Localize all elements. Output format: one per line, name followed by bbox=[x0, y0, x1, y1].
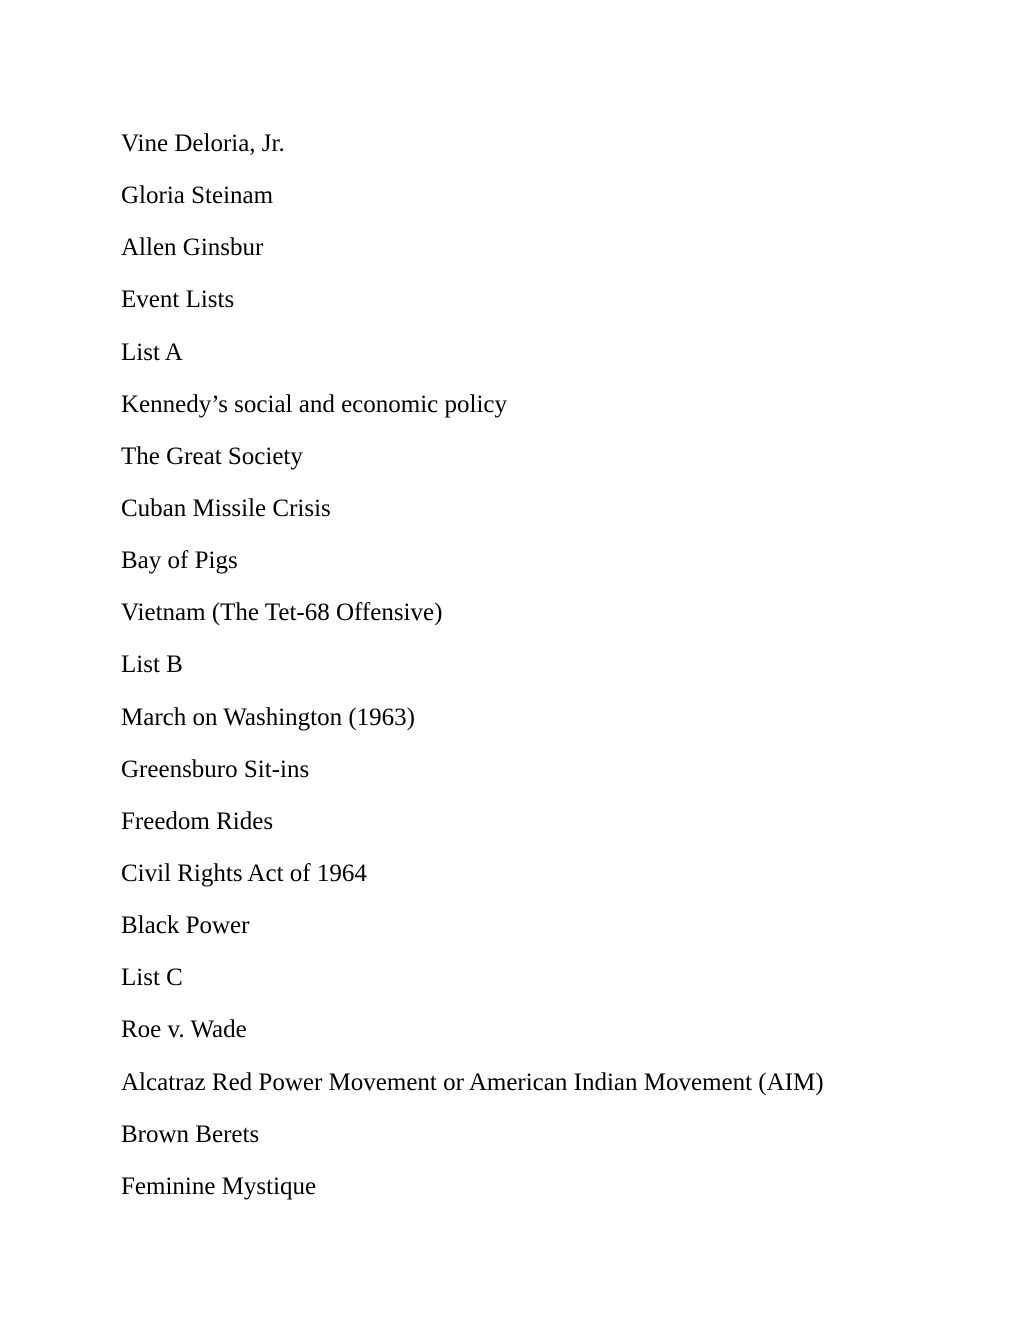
person-allen-ginsbur: Allen Ginsbur bbox=[121, 234, 264, 262]
list-c-item-roe-v-wade: Roe v. Wade bbox=[121, 1016, 247, 1044]
list-c-item-alcatraz-aim: Alcatraz Red Power Movement or American Indian Movement (AIM) bbox=[121, 1068, 824, 1096]
list-b-heading: List B bbox=[121, 651, 183, 679]
person-vine-deloria: Vine Deloria, Jr. bbox=[121, 130, 285, 157]
event-lists-heading: Event Lists bbox=[121, 286, 235, 314]
list-b-item-black-power: Black Power bbox=[121, 912, 250, 940]
list-a-item-bay-of-pigs: Bay of Pigs bbox=[121, 547, 238, 575]
list-c-heading: List C bbox=[121, 964, 183, 992]
text-lines bbox=[121, 118, 824, 1213]
list-a-item-cuban-missile-crisis: Cuban Missile Crisis bbox=[121, 494, 331, 522]
list-b-item-greensburo-sit-ins: Greensburo Sit-ins bbox=[121, 755, 310, 783]
list-a-heading: List A bbox=[121, 338, 183, 366]
list-a-item-kennedy-policy: Kennedy’s social and economic policy bbox=[121, 390, 507, 418]
list-c-item-feminine-mystique: Feminine Mystique bbox=[121, 1172, 317, 1200]
list-b-item-freedom-rides: Freedom Rides bbox=[121, 807, 274, 835]
list-b-item-march-on-washington: March on Washington (1963) bbox=[121, 703, 416, 731]
list-c-item-brown-berets: Brown Berets bbox=[121, 1120, 260, 1148]
list-b-item-civil-rights-act: Civil Rights Act of 1964 bbox=[121, 859, 367, 887]
person-gloria-steinam: Gloria Steinam bbox=[121, 182, 274, 210]
list-a-item-great-society: The Great Society bbox=[121, 442, 303, 470]
list-a-item-vietnam-tet: Vietnam (The Tet-68 Offensive) bbox=[121, 599, 443, 627]
